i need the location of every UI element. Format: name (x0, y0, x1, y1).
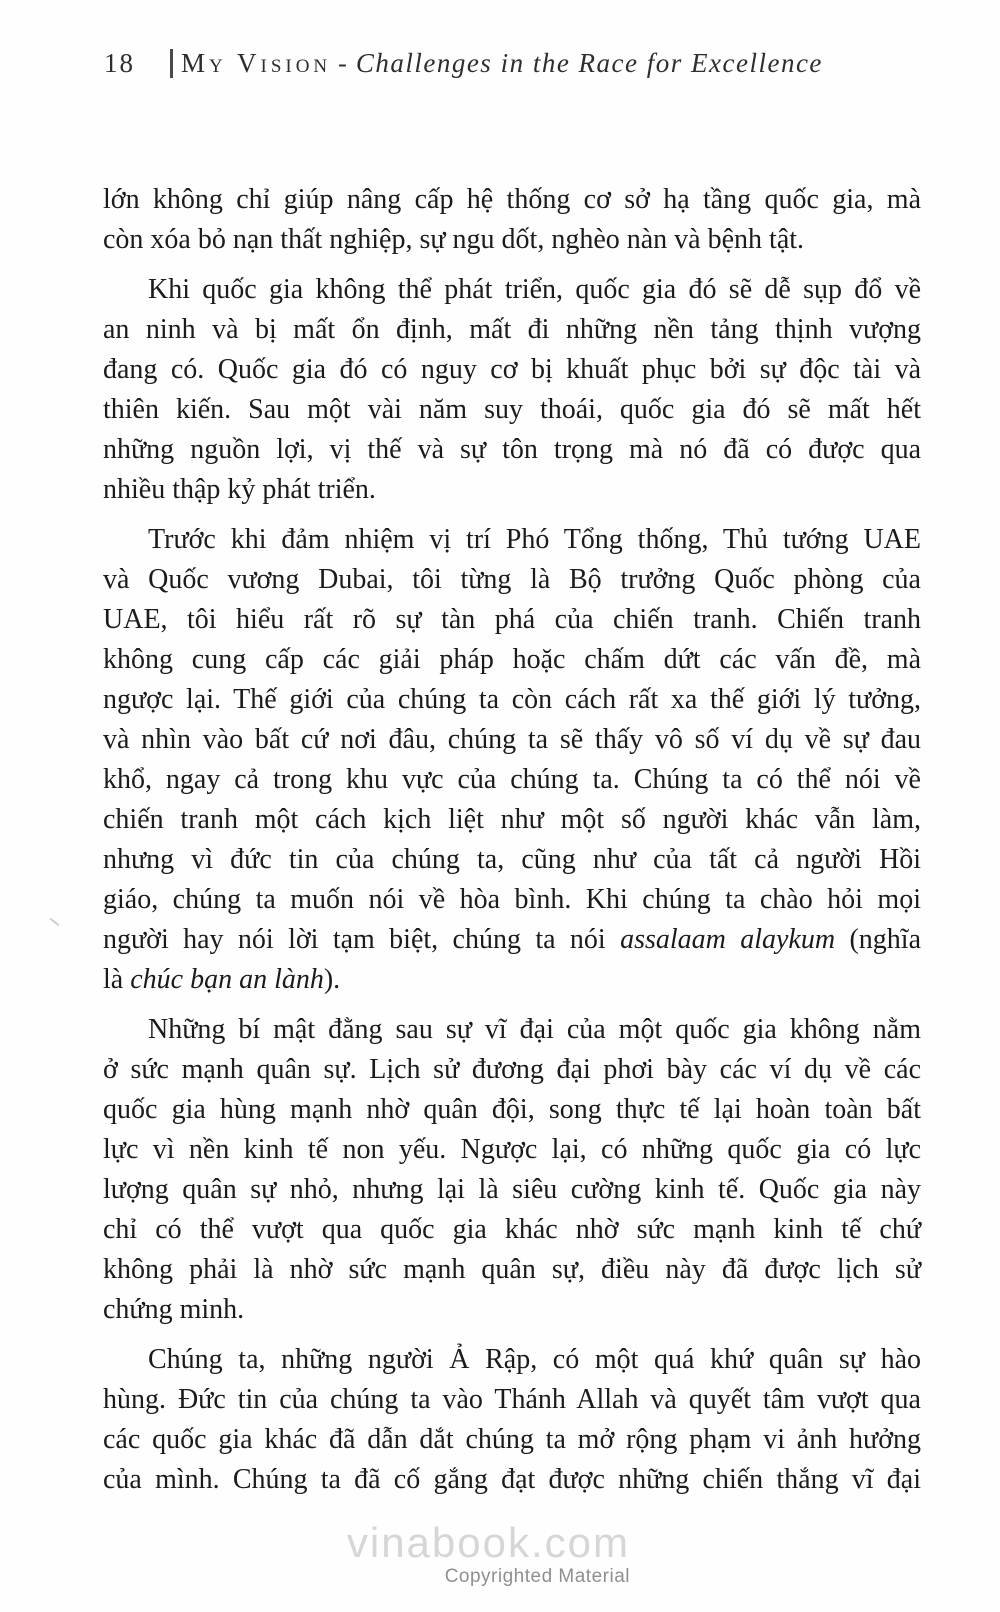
text-segment: chỉ có thể vượt qua quốc gia khác nhờ sức mạnh kinh tế chứ (103, 1214, 921, 1245)
text-line (103, 640, 921, 680)
text-segment: đang có. Quốc gia đó có nguy cơ bị khuất phục bởi sự độc tài và (103, 354, 921, 385)
text-segment: giáo, chúng ta muốn nói về hòa bình. Khi chúng ta chào hỏi mọi (103, 884, 921, 915)
header-separator-bar (170, 49, 173, 78)
text-line (103, 800, 921, 840)
text-segment: khổ, ngay cả trong khu vực của chúng ta. Chúng ta có thể nói về (103, 764, 921, 795)
paragraph (103, 1010, 921, 1330)
text-line (103, 180, 921, 220)
text-segment: Khi quốc gia không thể phát triển, quốc gia đó sẽ dễ sụp đổ về (148, 274, 921, 305)
text-line (103, 350, 921, 390)
text-line (103, 1090, 921, 1130)
text-segment: Chúng ta, những người Ả Rập, có một quá khứ quân sự hào (148, 1344, 921, 1375)
body-text (103, 180, 921, 1500)
text-segment: thiên kiến. Sau một vài năm suy thoái, quốc gia đó sẽ mất hết (103, 394, 921, 425)
text-line (103, 1460, 921, 1500)
text-segment: Trước khi đảm nhiệm vị trí Phó Tổng thống, Thủ tướng UAE (148, 524, 921, 555)
text-line (103, 1210, 921, 1250)
page-number: 18 (104, 48, 135, 78)
text-segment: chứng minh. (103, 1294, 245, 1325)
text-line (103, 1050, 921, 1090)
text-line (103, 220, 921, 260)
text-line (103, 1290, 921, 1330)
italic-text-segment: chúc bạn an lành (130, 964, 324, 995)
watermark-block (230, 1521, 630, 1588)
text-segment: ). (323, 964, 341, 995)
text-segment: còn xóa bỏ nạn thất nghiệp, sự ngu dốt, nghèo nàn và bệnh tật. (103, 224, 805, 255)
text-segment: an ninh và bị mất ổn định, mất đi những nền tảng thịnh vượng (103, 314, 921, 345)
text-line (103, 1010, 921, 1050)
running-head (104, 48, 944, 79)
watermark: vinabook.com (346, 1519, 630, 1566)
text-segment: hùng. Đức tin của chúng ta vào Thánh Allah và quyết tâm vượt qua (103, 1384, 921, 1415)
text-line (103, 600, 921, 640)
text-segment: không cung cấp các giải pháp hoặc chấm dứt các vấn đề, mà (103, 644, 921, 675)
text-line (103, 1170, 921, 1210)
scan-artifact (50, 918, 60, 926)
text-segment: là (103, 964, 131, 995)
text-segment: các quốc gia khác đã dẫn dắt chúng ta mở rộng phạm vi ảnh hưởng (103, 1424, 921, 1455)
text-segment: (nghĩa (835, 924, 921, 955)
text-segment: nhiều thập kỷ phát triển. (103, 474, 376, 505)
paragraph (103, 180, 921, 260)
text-segment: lực vì nền kinh tế non yếu. Ngược lại, có những quốc gia có lực (103, 1134, 921, 1165)
text-segment: lượng quân sự nhỏ, nhưng lại là siêu cường kinh tế. Quốc gia này (103, 1174, 921, 1205)
text-segment: ở sức mạnh quân sự. Lịch sử đương đại phơi bày các ví dụ về các (103, 1054, 921, 1085)
text-line (103, 470, 921, 510)
copyright-notice: Copyrighted Material (444, 1566, 630, 1587)
text-line (103, 310, 921, 350)
text-segment: và nhìn vào bất cứ nơi đâu, chúng ta sẽ thấy vô số ví dụ về sự đau (103, 724, 921, 755)
text-line (103, 560, 921, 600)
text-line (103, 880, 921, 920)
text-line (103, 680, 921, 720)
text-line (103, 1420, 921, 1460)
text-line (103, 390, 921, 430)
text-line (103, 270, 921, 310)
italic-text-segment: assalaam alaykum (620, 924, 836, 955)
text-line (103, 1380, 921, 1420)
paragraph (103, 270, 921, 510)
text-segment: chiến tranh một cách kịch liệt như một số người khác vẫn làm, (103, 804, 921, 835)
text-segment: không phải là nhờ sức mạnh quân sự, điều này đã được lịch sử (103, 1254, 921, 1285)
text-segment: người hay nói lời tạm biệt, chúng ta nói (103, 924, 621, 955)
text-line (103, 840, 921, 880)
text-line (103, 920, 921, 960)
text-line (103, 960, 921, 1000)
text-segment: quốc gia hùng mạnh nhờ quân đội, song thực tế lại hoàn toàn bất (103, 1094, 921, 1125)
text-line (103, 1340, 921, 1380)
text-line (103, 1130, 921, 1170)
paragraph (103, 1340, 921, 1500)
text-segment: nhưng vì đức tin của chúng ta, cũng như của tất cả người Hồi (103, 844, 921, 875)
paragraph (103, 520, 921, 1000)
text-line (103, 430, 921, 470)
text-segment: Những bí mật đằng sau sự vĩ đại của một quốc gia không nằm (148, 1014, 921, 1045)
text-segment: ngược lại. Thế giới của chúng ta còn cách rất xa thế giới lý tưởng, (103, 684, 921, 715)
text-segment: lớn không chỉ giúp nâng cấp hệ thống cơ sở hạ tầng quốc gia, mà (103, 184, 921, 215)
chapter-title: Challenges in the Race for Excellence (355, 48, 823, 78)
book-title: My Vision (181, 48, 332, 78)
text-line (103, 1250, 921, 1290)
text-segment: và Quốc vương Dubai, tôi từng là Bộ trưởng Quốc phòng của (103, 564, 921, 595)
text-line (103, 760, 921, 800)
text-segment: UAE, tôi hiểu rất rõ sự tàn phá của chiến tranh. Chiến tranh (103, 604, 921, 635)
text-line (103, 720, 921, 760)
text-line (103, 520, 921, 560)
text-segment: những nguồn lợi, vị thế và sự tôn trọng mà nó đã có được qua (103, 434, 921, 465)
text-segment: của mình. Chúng ta đã cố gắng đạt được những chiến thắng vĩ đại (103, 1464, 921, 1495)
title-dash: - (338, 48, 347, 78)
